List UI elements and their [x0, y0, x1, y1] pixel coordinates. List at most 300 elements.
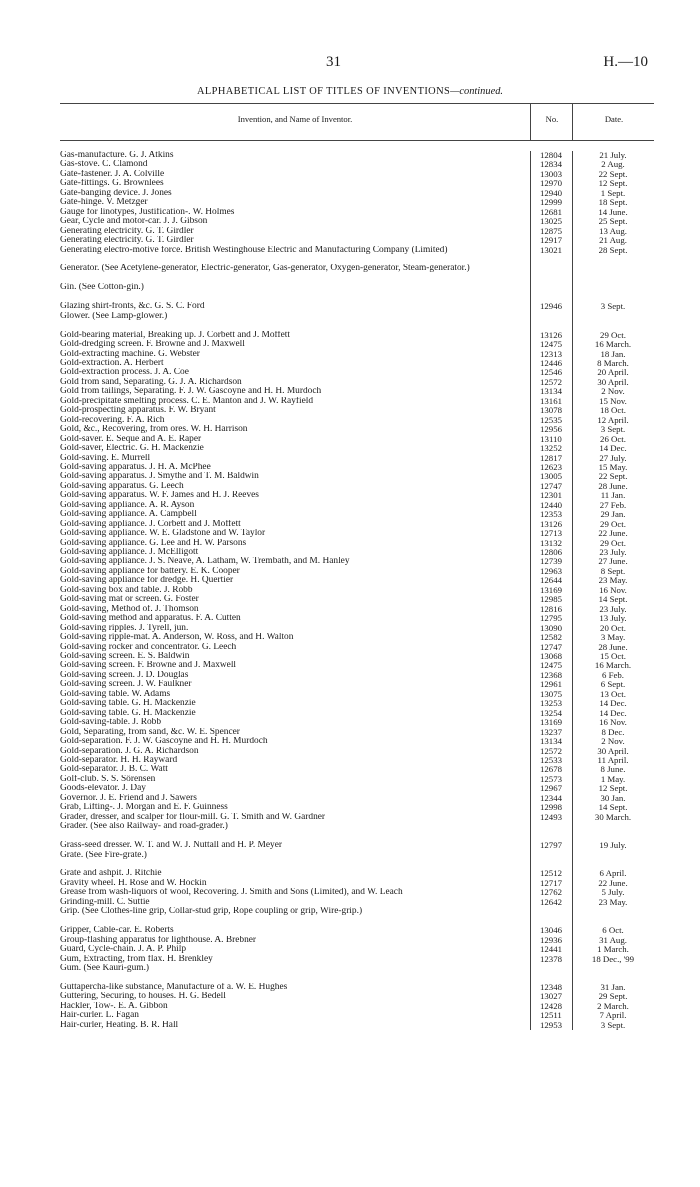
patent-number: 13003	[540, 168, 562, 179]
table-row	[60, 463, 654, 472]
table-row	[60, 728, 654, 737]
patent-date: 1 March.	[597, 944, 629, 955]
invention-title: Gold-saving table. G. H. Mackenzie	[60, 708, 196, 718]
patent-number: 13021	[540, 244, 562, 255]
table-row	[60, 595, 654, 604]
invention-title: Grab, Lifting-. J. Morgan and E. F. Guinness	[60, 803, 228, 813]
invention-title: Gold-extracting machine. G. Webster	[60, 349, 200, 359]
table-row	[60, 491, 654, 500]
table-row	[60, 765, 654, 774]
patent-date: 8 June.	[600, 764, 626, 775]
table-row	[60, 747, 654, 756]
invention-title: Gold, &c., Recovering, from ores. W. H. Harrison	[60, 425, 248, 435]
patent-date: 28 June.	[598, 480, 628, 491]
table-row	[60, 784, 654, 793]
patent-number: 12512	[540, 868, 562, 879]
table-row	[60, 198, 654, 207]
patent-date: 13 Oct.	[600, 688, 626, 699]
patent-date: 8 March.	[597, 357, 629, 368]
patent-number: 12747	[540, 641, 562, 652]
table-row	[60, 661, 654, 670]
patent-date: 31 Jan.	[600, 981, 626, 992]
patent-date: 13 Aug.	[599, 225, 627, 236]
table-row	[60, 624, 654, 633]
patent-date: 19 July.	[599, 840, 627, 851]
patent-date: 29 Oct.	[600, 518, 626, 529]
invention-title: Grader, dresser, and scalper for flour-mill. G. T. Smith and W. Gardner	[60, 812, 326, 822]
table-row	[60, 359, 654, 368]
patent-date: 29 Oct.	[600, 329, 626, 340]
table-row	[60, 557, 654, 566]
invention-title: Gold-separation. F. J. W. Gascoyne and H. H. Murdoch	[60, 737, 268, 747]
patent-number: 12582	[540, 632, 562, 643]
document-code: H.—10	[603, 54, 648, 70]
table-row	[60, 869, 654, 878]
patent-date: 29 Oct.	[600, 537, 626, 548]
patent-date: 1 Sept.	[600, 187, 626, 198]
patent-number: 12511	[540, 1010, 562, 1021]
invention-title: Grip. (See Clothes-line grip, Collar-stud grip, Rope coupling or grip, Wire-grip.)	[60, 907, 363, 917]
invention-title: Gold-saving screen. F. Browne and J. Maxwell	[60, 661, 237, 671]
patent-date: 14 Dec.	[599, 698, 627, 709]
patent-number: 12446	[540, 357, 562, 368]
patent-number: 13110	[540, 433, 562, 444]
table-row	[60, 548, 654, 557]
patent-number: 12795	[540, 613, 562, 624]
table-row	[60, 690, 654, 699]
invention-title: Guttering, Securing, to houses. H. G. Bedell	[60, 992, 226, 1002]
invention-title: Gold-saving, Method of. J. Thomson	[60, 604, 199, 614]
table-row	[60, 170, 654, 179]
patent-date: 18 Dec., '99	[591, 953, 635, 964]
table-row	[60, 605, 654, 614]
patent-date: 20 April.	[597, 367, 629, 378]
table-row	[60, 435, 654, 444]
invention-title: Gold-separator. J. B. C. Watt	[60, 765, 168, 775]
table-row	[60, 350, 654, 359]
patent-number: 12816	[540, 603, 562, 614]
invention-title: Guard, Cycle-chain. J. A. P. Philp	[60, 945, 187, 955]
patent-number: 12999	[540, 197, 562, 208]
patent-date: 22 June.	[598, 877, 628, 888]
patent-number: 12875	[540, 225, 562, 236]
page-header	[0, 54, 700, 76]
table-row	[60, 264, 654, 283]
patent-number: 12985	[540, 594, 562, 605]
table-row	[60, 444, 654, 453]
patent-date: 23 May.	[598, 575, 628, 586]
table-header	[60, 103, 654, 141]
patent-number: 12970	[540, 178, 562, 189]
invention-title: Gravity wheel. H. Rose and W. Hockin	[60, 878, 207, 888]
invention-title: Gold-saving ripple-mat. A. Anderson, W. Ross, and H. Walton	[60, 633, 294, 643]
patent-number: 13075	[540, 688, 562, 699]
invention-title: Gum, Extracting, from flax. H. Brenkley	[60, 954, 213, 964]
invention-title: Grass-seed dresser. W. T. and W. J. Nuttall and H. P. Meyer	[60, 841, 283, 851]
patent-date: 18 Sept.	[598, 197, 628, 208]
invention-title: Gold-saving screen. J. W. Faulkner	[60, 680, 192, 690]
invention-title: Glazing shirt-fronts, &c. G. S. C. Ford	[60, 302, 205, 312]
invention-title: Guttapercha-like substance, Manufacture of a. W. E. Hughes	[60, 982, 288, 992]
patent-number: 13134	[540, 386, 562, 397]
invention-title: Governor. J. E. Friend and J. Sawers	[60, 793, 197, 803]
invention-title: Gold-prospecting apparatus. F. W. Bryant	[60, 406, 216, 416]
patent-number: 13025	[540, 216, 562, 227]
patent-number: 13046	[540, 925, 562, 936]
invention-title: Gold-saver. E. Seque and A. E. Raper	[60, 434, 202, 444]
table-row	[60, 737, 654, 746]
table-body	[60, 151, 654, 1030]
table-row	[60, 907, 654, 916]
patent-number: 12717	[540, 877, 562, 888]
invention-title: Generator. (See Acetylene-generator, Electric-generator, Gas-generator, Oxygen-generator, Steam-generator.)	[60, 264, 470, 274]
patent-number: 12917	[540, 235, 562, 246]
table-row	[60, 898, 654, 907]
invention-title: Gate-fastener. J. A. Colville	[60, 169, 165, 179]
patent-date: 18 Oct.	[600, 405, 626, 416]
patent-date: 16 March.	[594, 339, 632, 350]
patent-number: 12956	[540, 424, 562, 435]
patent-number: 12940	[540, 187, 562, 198]
patent-number: 12533	[540, 755, 562, 765]
table-row	[60, 179, 654, 188]
table-row	[60, 841, 654, 850]
patent-number: 12344	[540, 792, 562, 803]
invention-title: Glower. (See Lamp-glower.)	[60, 311, 168, 321]
invention-title: Gold-saving appliance. A. Campbell	[60, 510, 197, 520]
invention-title: Gate-fittings. G. Brownlees	[60, 179, 164, 189]
invention-title: Gold-saving screen. E. S. Baldwin	[60, 652, 190, 662]
patent-number: 13027	[540, 991, 562, 1002]
patent-number: 12963	[540, 565, 562, 576]
patent-date: 3 Sept.	[600, 301, 626, 312]
table-row	[60, 283, 654, 292]
table-row	[60, 879, 654, 888]
patent-number: 13090	[540, 622, 562, 633]
patent-number: 13132	[540, 537, 562, 548]
patent-number: 12681	[540, 206, 562, 217]
patent-date: 8 Dec.	[601, 726, 625, 737]
patent-date: 27 July.	[599, 452, 627, 463]
patent-date: 3 Sept.	[600, 424, 626, 435]
table-row	[60, 406, 654, 415]
table-row	[60, 510, 654, 519]
patent-date: 6 Oct.	[602, 925, 624, 936]
patent-date: 12 April.	[597, 414, 629, 425]
patent-number: 12440	[540, 499, 562, 510]
table-row	[60, 851, 654, 860]
invention-title: Grease from wash-liquors of wool, Recovering. J. Smith and Sons (Limited), and W. Leach	[60, 888, 403, 898]
patent-number: 12713	[540, 528, 562, 539]
patent-number: 12572	[540, 376, 562, 387]
invention-title: Gold-saving method and apparatus. F. A. Cutten	[60, 614, 241, 624]
inventions-table	[60, 103, 654, 1030]
table-row	[60, 529, 654, 538]
invention-title: Gold-saving table. G. H. Mackenzie	[60, 699, 196, 709]
invention-title: Gold-dredging screen. F. Browne and J. Maxwell	[60, 340, 245, 350]
page-title	[0, 86, 700, 97]
invention-title: Gripper, Cable-car. E. Roberts	[60, 926, 174, 936]
patent-date: 8 Sept.	[600, 565, 626, 576]
invention-title: Group-flashing apparatus for lighthouse. A. Brebner	[60, 935, 257, 945]
patent-date: 30 March.	[594, 811, 632, 822]
invention-title: Gold-saving appliance. A. R. Ayson	[60, 500, 195, 510]
invention-title: Hackler, Tow-. E. A. Gibbon	[60, 1001, 168, 1011]
invention-title: Gold-saving apparatus. G. Leech	[60, 481, 184, 491]
patent-date: 2 March.	[597, 1000, 629, 1011]
invention-title: Gold-saving mat or screen. G. Foster	[60, 595, 199, 605]
table-row	[60, 1002, 654, 1011]
patent-date: 27 June.	[598, 556, 628, 567]
patent-date: 28 Sept.	[598, 244, 628, 255]
patent-number: 12475	[540, 339, 562, 350]
invention-title: Gold-bearing material, Breaking up. J. Corbett and J. Moffett	[60, 330, 290, 340]
table-row	[60, 756, 654, 765]
table-row	[60, 718, 654, 727]
patent-date: 27 Feb.	[599, 499, 627, 510]
invention-title: Gold-saving screen. J. D. Douglas	[60, 670, 189, 680]
invention-title: Gold-extraction. A. Herbert	[60, 358, 164, 368]
invention-title: Generating electricity. G. T. Girdler	[60, 226, 194, 236]
patent-number: 13126	[540, 329, 562, 340]
table-row	[60, 822, 654, 831]
invention-title: Gold-saving. E. Murrell	[60, 453, 151, 463]
table-row	[60, 671, 654, 680]
table-row	[60, 160, 654, 169]
patent-date: 21 July.	[599, 150, 627, 160]
invention-title: Grinding-mill. C. Suttie	[60, 897, 150, 907]
patent-number: 12428	[540, 1000, 562, 1011]
patent-number: 13134	[540, 736, 562, 747]
patent-number: 13005	[540, 471, 562, 482]
invention-title: Gold-extraction process. J. A. Coe	[60, 368, 189, 378]
patent-number: 12762	[540, 887, 562, 898]
patent-date: 14 Sept.	[598, 594, 628, 605]
patent-number: 12368	[540, 669, 562, 680]
invention-title: Generating electro-motive force. British Westinghouse Electric and Manufacturing Company (Limited)	[60, 245, 448, 255]
patent-date: 6 Sept.	[600, 679, 626, 690]
table-row	[60, 331, 654, 340]
table-row	[60, 425, 654, 434]
table-row	[60, 227, 654, 236]
patent-number: 12353	[540, 509, 562, 520]
patent-number: 13068	[540, 651, 562, 662]
title-main: ALPHABETICAL LIST OF TITLES OF INVENTIONS	[197, 86, 451, 97]
patent-number: 12441	[540, 944, 562, 955]
table-row	[60, 340, 654, 349]
table-row	[60, 983, 654, 992]
invention-title: Gold-saving table. W. Adams	[60, 689, 171, 699]
patent-number: 12475	[540, 660, 562, 671]
patent-date: 16 Nov.	[599, 717, 627, 728]
patent-date: 2 Nov.	[601, 386, 625, 397]
table-row	[60, 813, 654, 822]
patent-date: 12 Sept.	[598, 178, 628, 189]
patent-number: 12644	[540, 575, 562, 586]
patent-date: 30 April.	[597, 376, 629, 387]
patent-date: 2 Aug.	[601, 159, 625, 170]
table-row	[60, 1021, 654, 1030]
patent-number: 13161	[540, 395, 562, 406]
table-row	[60, 236, 654, 245]
patent-date: 2 Nov.	[601, 736, 625, 747]
patent-date: 15 Oct.	[600, 651, 626, 662]
invention-title: Gold-saving apparatus. J. Smythe and T. M. Baldwin	[60, 472, 259, 482]
patent-number: 13169	[540, 717, 562, 728]
table-row	[60, 614, 654, 623]
patent-date: 3 May.	[600, 632, 626, 643]
patent-number: 12573	[540, 773, 562, 784]
patent-number: 13126	[540, 518, 562, 529]
invention-title: Gold-precipitate smelting process. C. E. Manton and J. W. Rayfield	[60, 396, 314, 406]
table-row	[60, 775, 654, 784]
invention-title: Gold-saving appliance. J. Corbett and J. Moffett	[60, 519, 241, 529]
column-header-invention: Invention, and Name of Inventor.	[237, 114, 353, 124]
patent-number: 12739	[540, 556, 562, 567]
invention-title: Gold-saving appliance. J. McElligott	[60, 548, 199, 558]
invention-title: Gold-saving apparatus. J. H. A. McPhee	[60, 462, 211, 472]
patent-date: 6 April.	[599, 868, 627, 879]
patent-date: 14 Dec.	[599, 443, 627, 454]
patent-number: 12535	[540, 414, 562, 425]
column-header-date: Date.	[572, 104, 655, 140]
table-row	[60, 539, 654, 548]
invention-title: Goods-elevator. J. Day	[60, 784, 146, 794]
invention-title: Grate and ashpit. J. Ritchie	[60, 869, 162, 879]
patent-date: 22 Sept.	[598, 168, 628, 179]
invention-title: Gold-recovering. F. A. Rich	[60, 415, 165, 425]
patent-number: 12642	[540, 896, 562, 907]
table-row	[60, 576, 654, 585]
invention-title: Gauge for linotypes, Justification-. W. Holmes	[60, 207, 235, 217]
table-row	[60, 189, 654, 198]
invention-title: Gold-separator. H. H. Rayward	[60, 756, 178, 765]
table-row	[60, 955, 654, 964]
table-row	[60, 472, 654, 481]
table-row	[60, 368, 654, 377]
patent-number: 12301	[540, 490, 562, 501]
patent-number: 13237	[540, 726, 562, 737]
patent-date: 22 Sept.	[598, 471, 628, 482]
table-row	[60, 633, 654, 642]
patent-date: 11 Jan.	[600, 490, 626, 501]
patent-number: 13254	[540, 707, 562, 718]
table-row	[60, 387, 654, 396]
table-row	[60, 888, 654, 897]
patent-date: 21 Aug.	[599, 235, 627, 246]
table-row	[60, 586, 654, 595]
table-row	[60, 936, 654, 945]
patent-date: 29 Jan.	[600, 509, 626, 520]
column-header-no: No.	[530, 104, 573, 140]
invention-title: Gold-saving apparatus. W. F. James and H. J. Reeves	[60, 491, 259, 501]
invention-title: Gold from tailings, Separating. F. J. W. Gascoyne and H. H. Murdoch	[60, 387, 322, 397]
patent-date: 23 May.	[598, 896, 628, 907]
patent-date: 30 April.	[597, 745, 629, 756]
patent-number: 13253	[540, 698, 562, 709]
invention-title: Hair-curler. L. Fagan	[60, 1011, 139, 1021]
invention-title: Gin. (See Cotton-gin.)	[60, 283, 144, 293]
table-row	[60, 643, 654, 652]
patent-date: 13 July.	[599, 613, 627, 624]
table-row	[60, 567, 654, 576]
patent-number: 12946	[540, 301, 562, 312]
invention-title: Gold-saving appliance for battery. E. K. Cooper	[60, 566, 240, 576]
table-row	[60, 501, 654, 510]
patent-date: 6 Feb.	[602, 669, 624, 680]
page-number: 31	[326, 54, 341, 70]
invention-title: Gold from sand, Separating. G. J. A. Richardson	[60, 377, 242, 387]
invention-title: Gold-saving appliance for dredge. H. Quertier	[60, 576, 234, 586]
patent-number: 12747	[540, 480, 562, 491]
table-row	[60, 151, 654, 160]
patent-number: 12998	[540, 802, 562, 813]
table-row	[60, 794, 654, 803]
table-row	[60, 416, 654, 425]
patent-date: 12 Sept.	[598, 783, 628, 794]
patent-number: 12313	[540, 348, 562, 359]
invention-title: Gas-manufacture. G. J. Atkins	[60, 151, 174, 160]
patent-date: 30 Jan.	[600, 792, 626, 803]
patent-date: 23 July.	[599, 603, 627, 614]
patent-number: 12834	[540, 159, 562, 170]
patent-date: 11 April.	[597, 755, 629, 765]
invention-title: Golf-club. S. S. Sörensen	[60, 774, 156, 784]
patent-number: 12572	[540, 745, 562, 756]
invention-title: Gold-saving box and table. J. Robb	[60, 585, 193, 595]
table-row	[60, 302, 654, 311]
patent-number: 12806	[540, 547, 562, 558]
invention-title: Hair-curler, Heating. B. R. Hall	[60, 1020, 179, 1030]
patent-date: 1 May.	[600, 773, 626, 784]
invention-title: Gate-banging device. J. Jones	[60, 188, 172, 198]
table-row	[60, 378, 654, 387]
invention-title: Gear, Cycle and motor-car. J. J. Gibson	[60, 217, 208, 227]
patent-date: 22 June.	[598, 528, 628, 539]
invention-title: Gold-saving appliance. J. S. Neave, A. Latham, W. Trembath, and M. Hanley	[60, 557, 350, 567]
table-row	[60, 652, 654, 661]
patent-date: 25 Sept.	[598, 216, 628, 227]
patent-date: 23 July.	[599, 547, 627, 558]
patent-date: 26 Oct.	[600, 433, 626, 444]
patent-number: 13078	[540, 405, 562, 416]
table-row	[60, 992, 654, 1001]
table-row	[60, 964, 654, 973]
invention-title: Gold-saving appliance. W. E. Gladstone and W. Taylor	[60, 529, 266, 539]
patent-date: 31 Aug.	[599, 934, 627, 945]
table-row	[60, 208, 654, 217]
title-suffix: —continued.	[450, 86, 503, 97]
table-row	[60, 454, 654, 463]
table-row	[60, 709, 654, 718]
patent-number: 12953	[540, 1019, 562, 1030]
patent-number: 13169	[540, 584, 562, 595]
patent-number: 12797	[540, 840, 562, 851]
patent-date: 20 Oct.	[600, 622, 626, 633]
table-row	[60, 945, 654, 954]
invention-title: Gas-stove. C. Clamond	[60, 160, 148, 170]
patent-number: 12378	[540, 953, 562, 964]
patent-number: 12936	[540, 934, 562, 945]
patent-number: 12961	[540, 679, 562, 690]
invention-title: Generating electricity. G. T. Girdler	[60, 236, 194, 246]
table-row	[60, 482, 654, 491]
patent-number: 12817	[540, 452, 562, 463]
patent-date: 29 Sept.	[598, 991, 628, 1002]
table-row	[60, 397, 654, 406]
patent-date: 28 June.	[598, 641, 628, 652]
table-row	[60, 520, 654, 529]
